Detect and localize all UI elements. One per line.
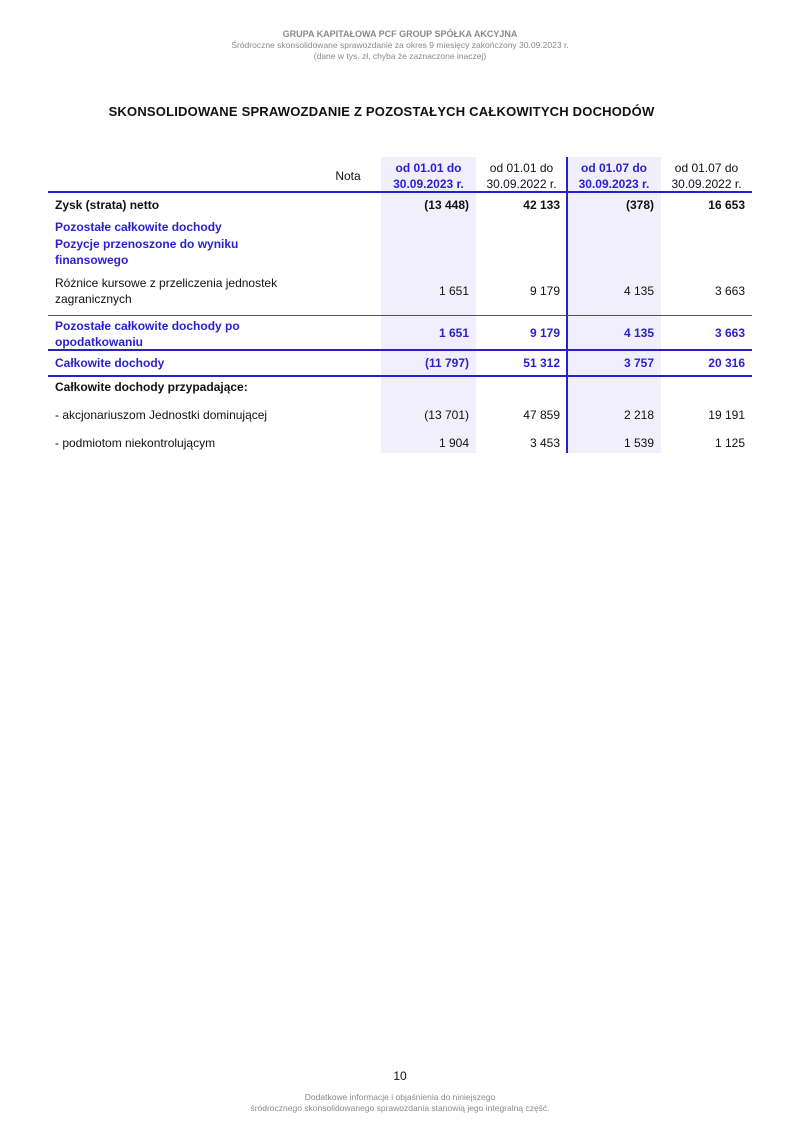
table-cell-value: (378) <box>625 198 654 212</box>
nota-header: Nota <box>335 169 361 183</box>
column-header-line: od 01.07 do <box>674 161 739 175</box>
header-rule <box>48 191 752 193</box>
column-header <box>476 160 567 192</box>
table-cell-value: 51 312 <box>523 356 560 370</box>
row-label: Pozostałe całkowite dochody po opodatkowaniu <box>55 319 240 349</box>
row-divider <box>48 315 752 316</box>
table-cell-value: (13 448) <box>424 198 469 212</box>
page-title: SKONSOLIDOWANE SPRAWOZDANIE Z POZOSTAŁYCH CAŁKOWITYCH DOCHODÓW <box>108 104 655 119</box>
page-footer <box>0 1092 800 1114</box>
table-cell-value: 1 904 <box>438 436 469 450</box>
row-label: Całkowite dochody <box>55 356 165 370</box>
row-label: Różnice kursowe z przeliczenia jednostek zagranicznych <box>55 276 278 306</box>
row-label: - akcjonariuszom Jednostki dominującej <box>55 408 268 422</box>
table-cell-value: 3 663 <box>714 326 745 340</box>
row-label: Pozostałe całkowite dochody <box>55 220 222 234</box>
table-cell-value: 47 859 <box>523 408 560 422</box>
column-header <box>567 160 661 192</box>
table-cell-value: 1 539 <box>623 436 654 450</box>
table-cell-value: 2 218 <box>623 408 654 422</box>
row-divider <box>48 375 752 377</box>
table-cell-value: 19 191 <box>708 408 745 422</box>
report-subtitle: Śródroczne skonsolidowane sprawozdanie za okres 9 miesięcy zakończony 30.09.2023 r. <box>231 40 569 50</box>
table-cell-value: 1 651 <box>438 284 469 298</box>
table-cell-value: 4 135 <box>623 326 654 340</box>
table-cell-value: (11 797) <box>424 356 469 370</box>
table-cell-value: (13 701) <box>424 408 469 422</box>
row-divider <box>48 349 752 351</box>
column-header-line: od 01.07 do <box>580 161 648 175</box>
table-cell-value: 1 125 <box>714 436 745 450</box>
footer-line: śródrocznego skonsolidowanego sprawozdania stanowią jego integralną część. <box>250 1103 550 1113</box>
table-cell-value: 4 135 <box>623 284 654 298</box>
income-statement-table <box>48 157 752 453</box>
table-cell-value: 9 179 <box>529 326 560 340</box>
table-cell-value: 3 663 <box>714 284 745 298</box>
row-label: Całkowite dochody przypadające: <box>55 380 248 394</box>
table-cell-value: 16 653 <box>708 198 745 212</box>
table-cell-value: 3 757 <box>623 356 654 370</box>
column-header <box>381 160 476 192</box>
company-name: GRUPA KAPITAŁOWA PCF GROUP SPÓŁKA AKCYJNA <box>282 29 518 39</box>
column-header-line: od 01.01 do <box>395 161 462 175</box>
page-header <box>0 29 800 62</box>
column-header-line: 30.09.2022 r. <box>486 177 557 191</box>
table-cell-value: 1 651 <box>438 326 469 340</box>
table-cell-value: 20 316 <box>708 356 745 370</box>
units-note: (dane w tys. zł, chyba że zaznaczone inaczej) <box>313 51 487 61</box>
column-header-line: 30.09.2023 r. <box>578 177 650 191</box>
table-cell-value: 9 179 <box>529 284 560 298</box>
row-sublabel: Pozycje przenoszone do wyniku finansowego <box>55 237 239 267</box>
footer-line: Dodatkowe informacje i objaśnienia do niniejszego <box>304 1092 496 1102</box>
column-header-line: 30.09.2023 r. <box>393 177 464 191</box>
column-header-line: od 01.01 do <box>489 161 554 175</box>
table-cell-value: 3 453 <box>529 436 560 450</box>
row-label: - podmiotom niekontrolującym <box>55 436 216 450</box>
table-cell-value: 42 133 <box>523 198 560 212</box>
column-header <box>661 160 752 192</box>
page-number: 10 <box>393 1069 407 1083</box>
column-header-line: 30.09.2022 r. <box>671 177 742 191</box>
row-label: Zysk (strata) netto <box>55 198 160 212</box>
